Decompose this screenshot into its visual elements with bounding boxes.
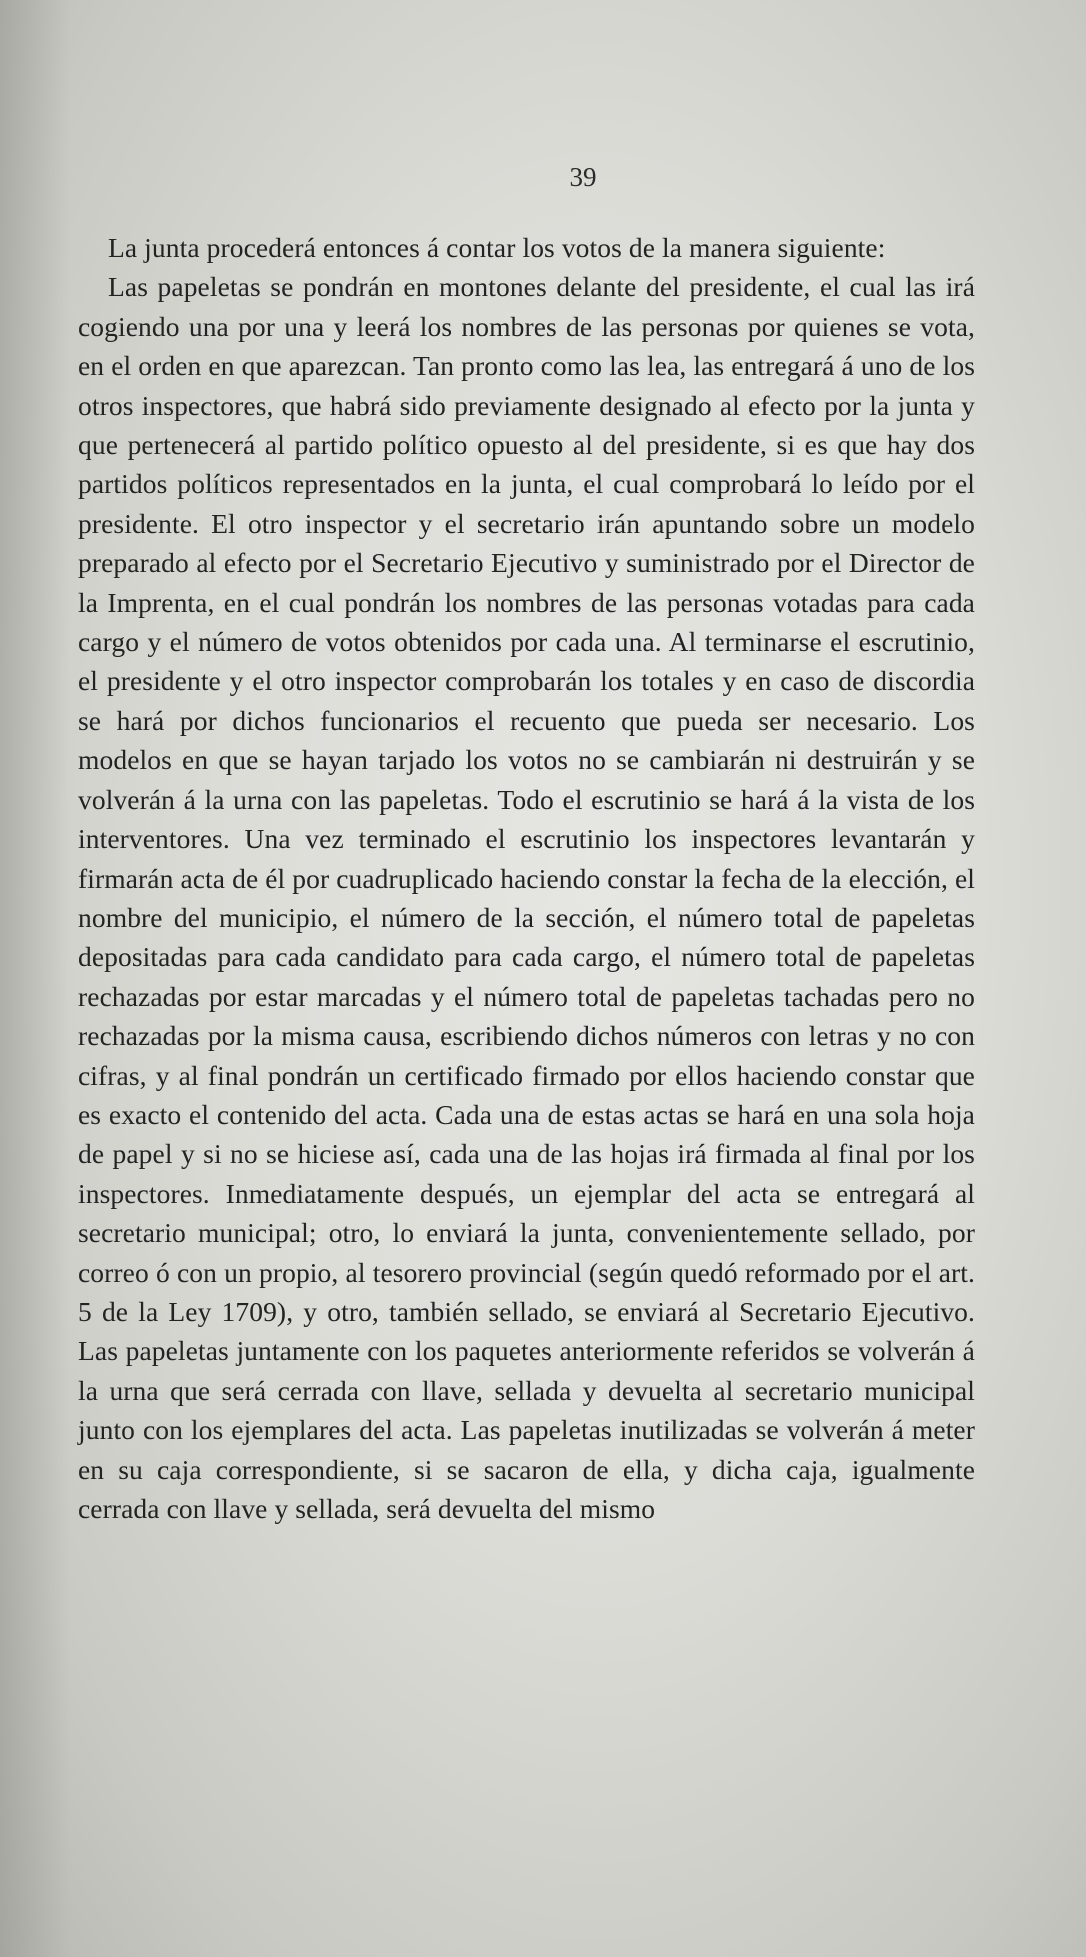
page-number: 39 <box>569 162 597 192</box>
paragraph-intro: La junta procederá entonces á contar los votos de la manera siguiente: <box>108 232 886 263</box>
body-text <box>78 228 975 1528</box>
paragraph-procedure: Las papeletas se pondrán en montones delante del presidente, el cual las irá cogiendo una por una y leerá los nombres de las personas por quienes se vota, en el orden en que aparezcan. Tan pronto como las lea, las entregará á uno de los otros inspectores, que habrá sido previamente designado al efecto por la junta y que pertenecerá al partido político opuesto al del presidente, si es que hay dos partidos políticos representados en la junta, el cual comprobará lo leído por el presidente. El otro inspector y el secretario irán apuntando sobre un modelo preparado al efecto por el Secretario Ejecutivo y suministrado por el Director de la Imprenta, en el cual pondrán los nombres de las personas votadas para cada cargo y el número de votos obtenidos por cada una. Al terminarse el escrutinio, el presidente y el otro inspector comprobarán los totales y en caso de discordia se hará por dichos funcionarios el recuento que pueda ser necesario. Los modelos en que se hayan tarjado los votos no se cambiarán ni destruirán y se volverán á la urna con las papeletas. Todo el escrutinio se hará á la vista de los interventores. Una vez terminado el escrutinio los inspectores levantarán y firmarán acta de él por cuadruplicado haciendo constar la fecha de la elección, el nombre del municipio, el número de la sección, el número total de papeletas depositadas para cada candidato para cada cargo, el número total de papeletas rechazadas por estar marcadas y el número total de papeletas tachadas pero no rechazadas por la misma causa, escribiendo dichos números con letras y no con cifras, y al final pondrán un certificado firmado por ellos haciendo constar que es exacto el contenido del acta. Cada una de estas actas se hará en una sola hoja de papel y si no se hiciese así, cada una de las hojas irá firmada al final por los inspectores. Inmediatamente después, un ejemplar del acta se entregará al secretario municipal; otro, lo enviará la junta, convenientemente sellado, por correo ó con un propio, al tesorero provincial (según quedó reformado por el art. 5 de la Ley 1709), y otro, también sellado, se enviará al Secretario Ejecutivo. Las papeletas juntamente con los paquetes anteriormente referidos se volverán á la urna que será cerrada con llave, sellada y devuelta al secretario municipal junto con los ejemplares del acta. Las papeletas inutilizadas se volverán á meter en su caja correspondiente, si se sacaron de ella, y dicha caja, igualmente cerrada con llave y sellada, será devuelta del mismo <box>78 271 975 1524</box>
